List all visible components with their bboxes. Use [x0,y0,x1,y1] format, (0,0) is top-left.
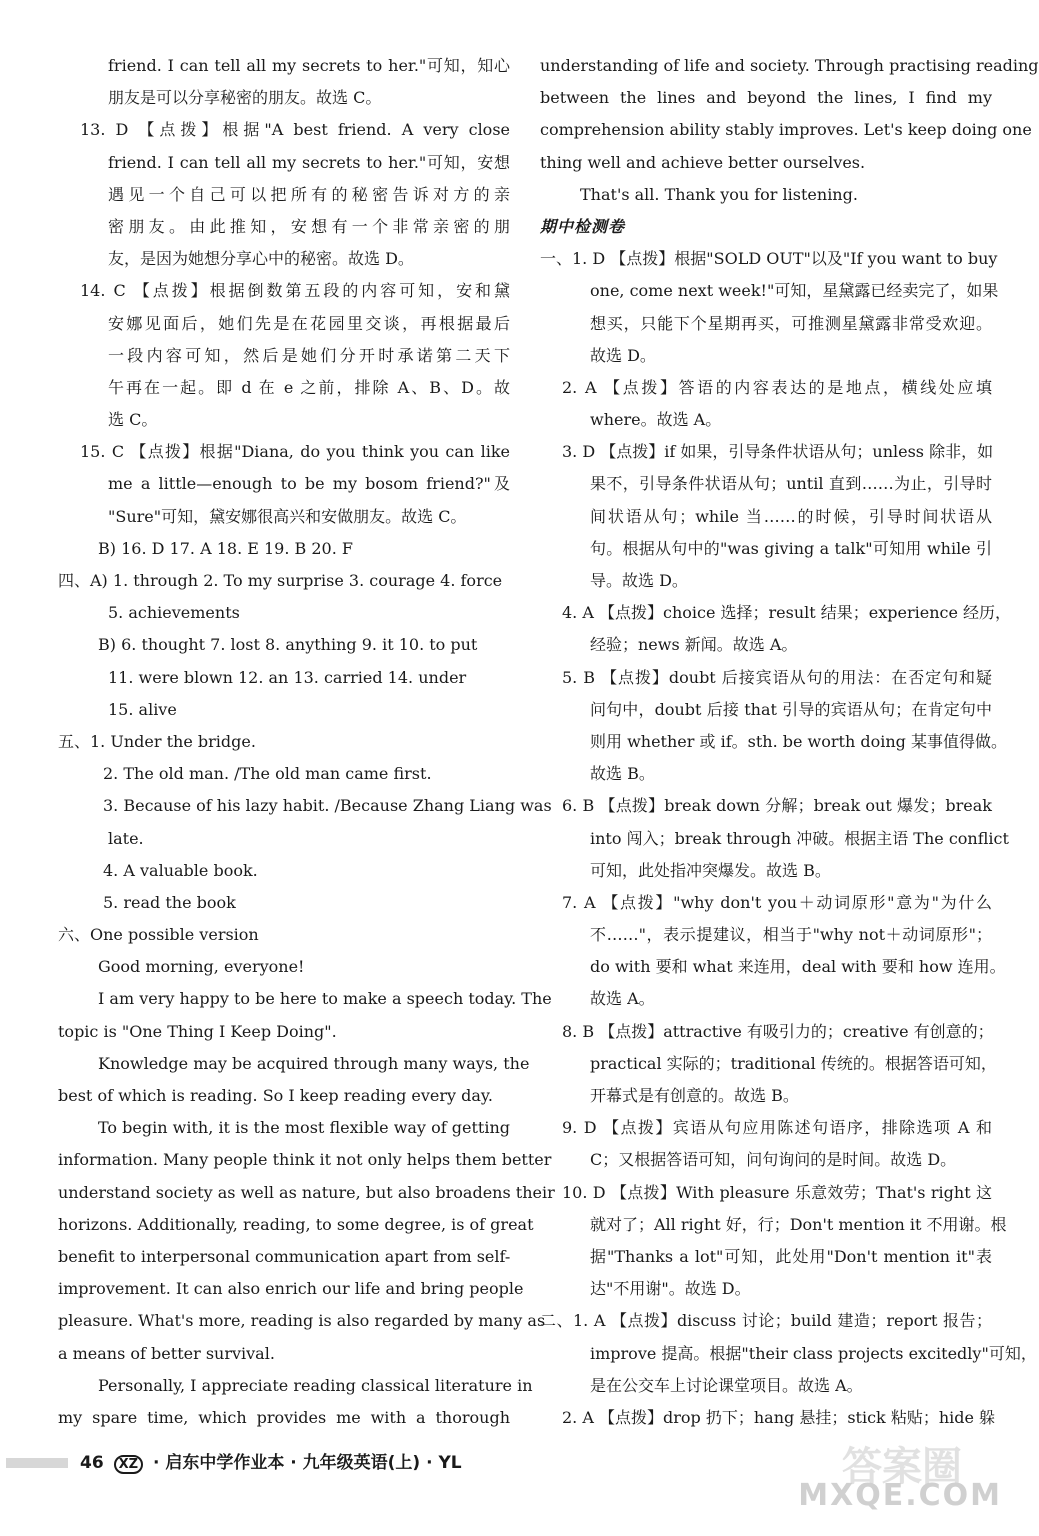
text-line: 间状语从句；while 当……的时候，引导时间状语从 [590,506,992,526]
text-line: 8. B 【点拨】attractive 有吸引力的；creative 有创意的； [562,1021,994,1041]
text-line: 4. A 【点拨】choice 选择；result 结果；experience 经历， [562,603,1012,623]
text-line: 2. A 【点拨】drop 扔下；hang 悬挂；stick 粘贴；hide 躲 [562,1407,996,1427]
text-line: 四、A) 1. through 2. To my surprise 3. courage 4. force [58,571,503,590]
text-line: into 闯入；break through 冲破。根据主语 The conflict [590,828,1009,848]
text-line: between the lines and beyond the lines, I find my [540,88,992,108]
text-line: C；又根据答语可知，问句询问的是时间。故选 D。 [590,1150,957,1170]
left-column [58,50,555,1434]
text-line: pleasure. What's more, reading is also regarded by many as [58,1311,546,1331]
text-line: improve 提高。根据"their class projects excitedly"可知， [590,1343,1037,1363]
text-line: 故选 A。 [590,989,655,1009]
text-line: 期中检测卷 [540,216,626,236]
text-line: 11. were blown 12. an 13. carried 14. under [108,667,467,687]
text-line: 故选 B。 [590,764,655,784]
text-line: I am very happy to be here to make a speech today. The [98,989,552,1009]
text-line: Knowledge may be acquired through many ways, the [98,1053,530,1073]
text-line: 13. D 【点拨】根据"A best friend. A very close [80,120,510,140]
text-line: where。故选 A。 [590,410,722,430]
publisher-logo: XZ [114,1455,143,1474]
text-line: B) 6. thought 7. lost 8. anything 9. it 10. to put [98,635,478,655]
page-number: 46 [80,1453,104,1473]
text-line: 可知，此处指冲突爆发。故选 B。 [590,860,831,880]
footer-bar [6,1458,68,1468]
text-line: 2. The old man. /The old man came first. [103,764,432,784]
text-line: 2. A 【点拨】答语的内容表达的是地点，横线处应填 [562,377,992,397]
text-line: 想买，只能下个星期再买，可推测星黛露非常受欢迎。 [590,313,992,333]
text-line: topic is "One Thing I Keep Doing". [58,1021,337,1041]
text-line: 果不，引导条件状语从句；until 直到……为止，引导时 [590,474,992,494]
text-line: one, come next week!"可知，星黛露已经卖完了，如果 [590,281,999,301]
text-line: 3. D 【点拨】if 如果，引导条件状语从句；unless 除非，如 [562,442,994,462]
footer-text [80,1448,462,1474]
text-line: To begin with, it is the most flexible way of getting [98,1118,510,1138]
text-line: 5. read the book [103,892,236,912]
text-line: 3. Because of his lazy habit. /Because Zhang Liang was [103,796,552,816]
text-line: "Sure"可知，黛安娜很高兴和安做朋友。故选 C。 [108,506,467,526]
text-line: 据"Thanks a lot"可知，此处用"Don't mention it"表 [590,1246,992,1266]
text-line: 二、1. A 【点拨】discuss 讨论；build 建造；report 报告； [540,1311,992,1331]
text-line: 午再在一起。即 d 在 e 之前，排除 A、B、D。故 [108,377,510,397]
text-line: 友，是因为她想分享心中的秘密。故选 D。 [108,249,414,269]
text-line: horizons. Additionally, reading, to some degree, is of great [58,1214,534,1234]
text-line: 4. A valuable book. [103,860,258,880]
text-line: 一段内容可知，然后是她们分开时承诺第二天下 [108,345,510,365]
text-line: 选 C。 [108,410,158,430]
text-line: 就对了；All right 好，行；Don't mention it 不用谢。根 [590,1214,1007,1234]
text-line: friend. I can tell all my secrets to her."可知，知心 [108,56,510,75]
text-line: 15. alive [108,699,177,719]
text-line: 开幕式是有创意的。故选 B。 [590,1086,799,1105]
text-line: 安娜见面后，她们先是在花园里交谈，再根据最后 [108,313,510,333]
text-line: 句。根据从句中的"was giving a talk"可知用 while 引 [590,538,992,558]
text-line: 7. A 【点拨】"why don't you＋动词原形"意为"为什么 [562,892,992,912]
book-title: · 启东中学作业本 · 九年级英语(上) · YL [152,1453,462,1473]
text-line: Good morning, everyone! [98,957,305,977]
text-line: 密朋友。由此推知，安想有一个非常亲密的朋 [108,216,510,236]
text-line: 五、1. Under the bridge. [58,731,256,751]
right-column [540,50,1039,1434]
text-line: improvement. It can also enrich our life and bring people [58,1279,524,1299]
text-line: late. [108,828,144,848]
text-line: a means of better survival. [58,1343,275,1363]
text-line: That's all. Thank you for listening. [580,184,858,204]
text-line: Personally, I appreciate reading classical literature in [98,1375,533,1395]
text-line: 故选 D。 [590,345,656,365]
text-line: 朋友是可以分享秘密的朋友。故选 C。 [108,88,382,108]
text-line: 不……"，表示提建议，相当于"why not＋动词原形"； [590,925,992,945]
text-line: 5. achievements [108,603,240,623]
text-line: understand society as well as nature, but also broadens their [58,1182,555,1202]
text-line: 六、One possible version [58,925,259,945]
text-line: 遇见一个自己可以把所有的秘密告诉对方的亲 [108,184,510,204]
text-line: understanding of life and society. Through practising reading [540,56,1039,75]
text-line: 一、1. D 【点拨】根据"SOLD OUT"以及"If you want to buy [540,249,998,269]
text-line: do with 要和 what 来连用，deal with 要和 how 连用。 [590,957,1006,977]
text-line: 则用 whether 或 if。sth. be worth doing 某事值得做。 [590,731,1007,751]
text-line: thing well and achieve better ourselves. [540,152,866,172]
text-line: 达"不用谢"。故选 D。 [590,1279,751,1299]
text-line: practical 实际的；traditional 传统的。根据答语可知， [590,1053,997,1073]
text-line: comprehension ability stably improves. Let's keep doing one [540,120,1032,140]
text-line: best of which is reading. So I keep reading every day. [58,1086,493,1105]
text-line: 是在公交车上讨论课堂项目。故选 A。 [590,1375,863,1395]
text-line: me a little—enough to be my bosom friend?"及 [108,474,510,494]
text-line: 6. B 【点拨】break down 分解；break out 爆发；break [562,796,992,816]
text-line: B) 16. D 17. A 18. E 19. B 20. F [98,538,354,558]
text-line: 5. B 【点拨】doubt 后接宾语从句的用法：在否定句和疑 [562,667,992,687]
watermark-logo: 答案圈 [842,1444,962,1490]
watermark: MXQE.COM [798,1478,1002,1513]
text-line: 问句中，doubt 后接 that 引导的宾语从句；在肯定句中 [590,699,992,719]
text-line: friend. I can tell all my secrets to her."可知，安想 [108,152,510,172]
text-line: benefit to interpersonal communication apart from self- [58,1246,511,1266]
text-line: my spare time, which provides me with a thorough [58,1407,510,1427]
text-line: 9. D 【点拨】宾语从句应用陈述句语序，排除选项 A 和 [562,1118,992,1138]
text-line: 导。故选 D。 [590,571,688,590]
text-line: 经验；news 新闻。故选 A。 [590,635,798,655]
text-line: 15. C 【点拨】根据"Diana, do you think you can like [80,442,510,462]
text-line: information. Many people think it not only helps them better [58,1150,552,1170]
text-line: 10. D 【点拨】With pleasure 乐意效劳；That's right 这 [562,1182,992,1202]
text-line: 14. C 【点拨】根据倒数第五段的内容可知，安和黛 [80,281,510,301]
